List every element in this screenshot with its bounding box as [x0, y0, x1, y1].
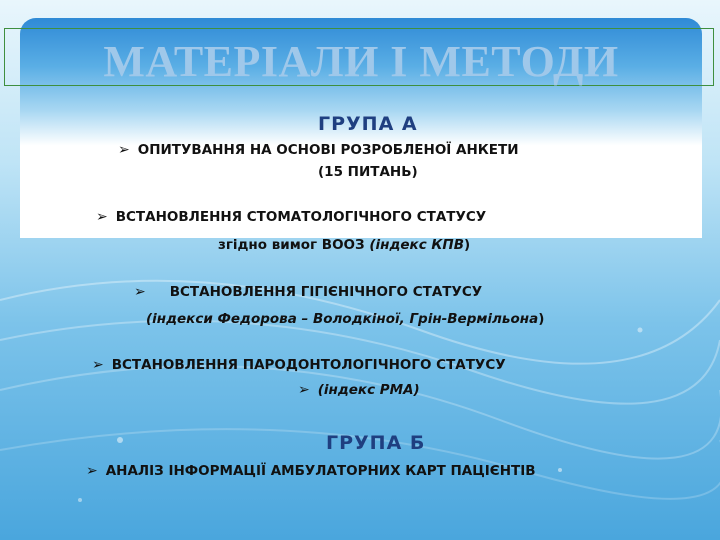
group-b-heading: ГРУПА Б	[326, 432, 426, 454]
group-a-item-4-text: ВСТАНОВЛЕННЯ ПАРОДОНТОЛОГІЧНОГО СТАТУСУ	[111, 357, 506, 373]
arrow-bullet-icon: ➢	[118, 142, 130, 158]
kpv-index-close: )	[464, 237, 471, 253]
arrow-bullet-icon: ➢	[134, 284, 146, 300]
slide-title: МАТЕРІАЛИ І МЕТОДИ	[103, 37, 619, 86]
group-a-item-3-text: ВСТАНОВЛЕННЯ ГІГІЄНІЧНОГО СТАТУСУ	[169, 284, 483, 300]
pma-index-text: (індекс РМА)	[317, 382, 420, 398]
group-a-item-2-text: ВСТАНОВЛЕННЯ СТОМАТОЛОГІЧНОГО СТАТУСУ	[115, 209, 487, 225]
group-a-item-4-sub	[298, 382, 420, 398]
group-a-item-2-sub	[218, 237, 470, 253]
group-b-item-1-text: АНАЛІЗ ІНФОРМАЦІЇ АМБУЛАТОРНИХ КАРТ ПАЦІЄНТІВ	[105, 463, 536, 479]
group-a-item-4	[92, 357, 506, 373]
group-a-item-1-text: ОПИТУВАННЯ НА ОСНОВІ РОЗРОБЛЕНОЇ АНКЕТИ	[137, 142, 519, 158]
group-a-item-1	[118, 142, 519, 158]
group-a-item-1-sub: (15 ПИТАНЬ)	[318, 164, 418, 180]
arrow-bullet-icon: ➢	[92, 357, 104, 373]
group-b-item-1	[86, 463, 536, 479]
hygiene-index-close: )	[538, 311, 545, 327]
group-a-item-3-sub	[146, 311, 544, 327]
arrow-bullet-icon: ➢	[298, 382, 310, 398]
kpv-index-text: (індекс КПВ	[369, 237, 465, 253]
group-a-item-3	[134, 284, 482, 300]
arrow-bullet-icon: ➢	[86, 463, 98, 479]
group-a-heading: ГРУПА А	[318, 113, 418, 135]
arrow-bullet-icon: ➢	[96, 209, 108, 225]
group-a-item-2	[96, 209, 486, 225]
who-requirements-text: згідно вимог ВООЗ	[218, 237, 365, 253]
hygiene-index-text: (індекси Федорова – Володкіної, Грін-Вермільона	[146, 311, 539, 327]
